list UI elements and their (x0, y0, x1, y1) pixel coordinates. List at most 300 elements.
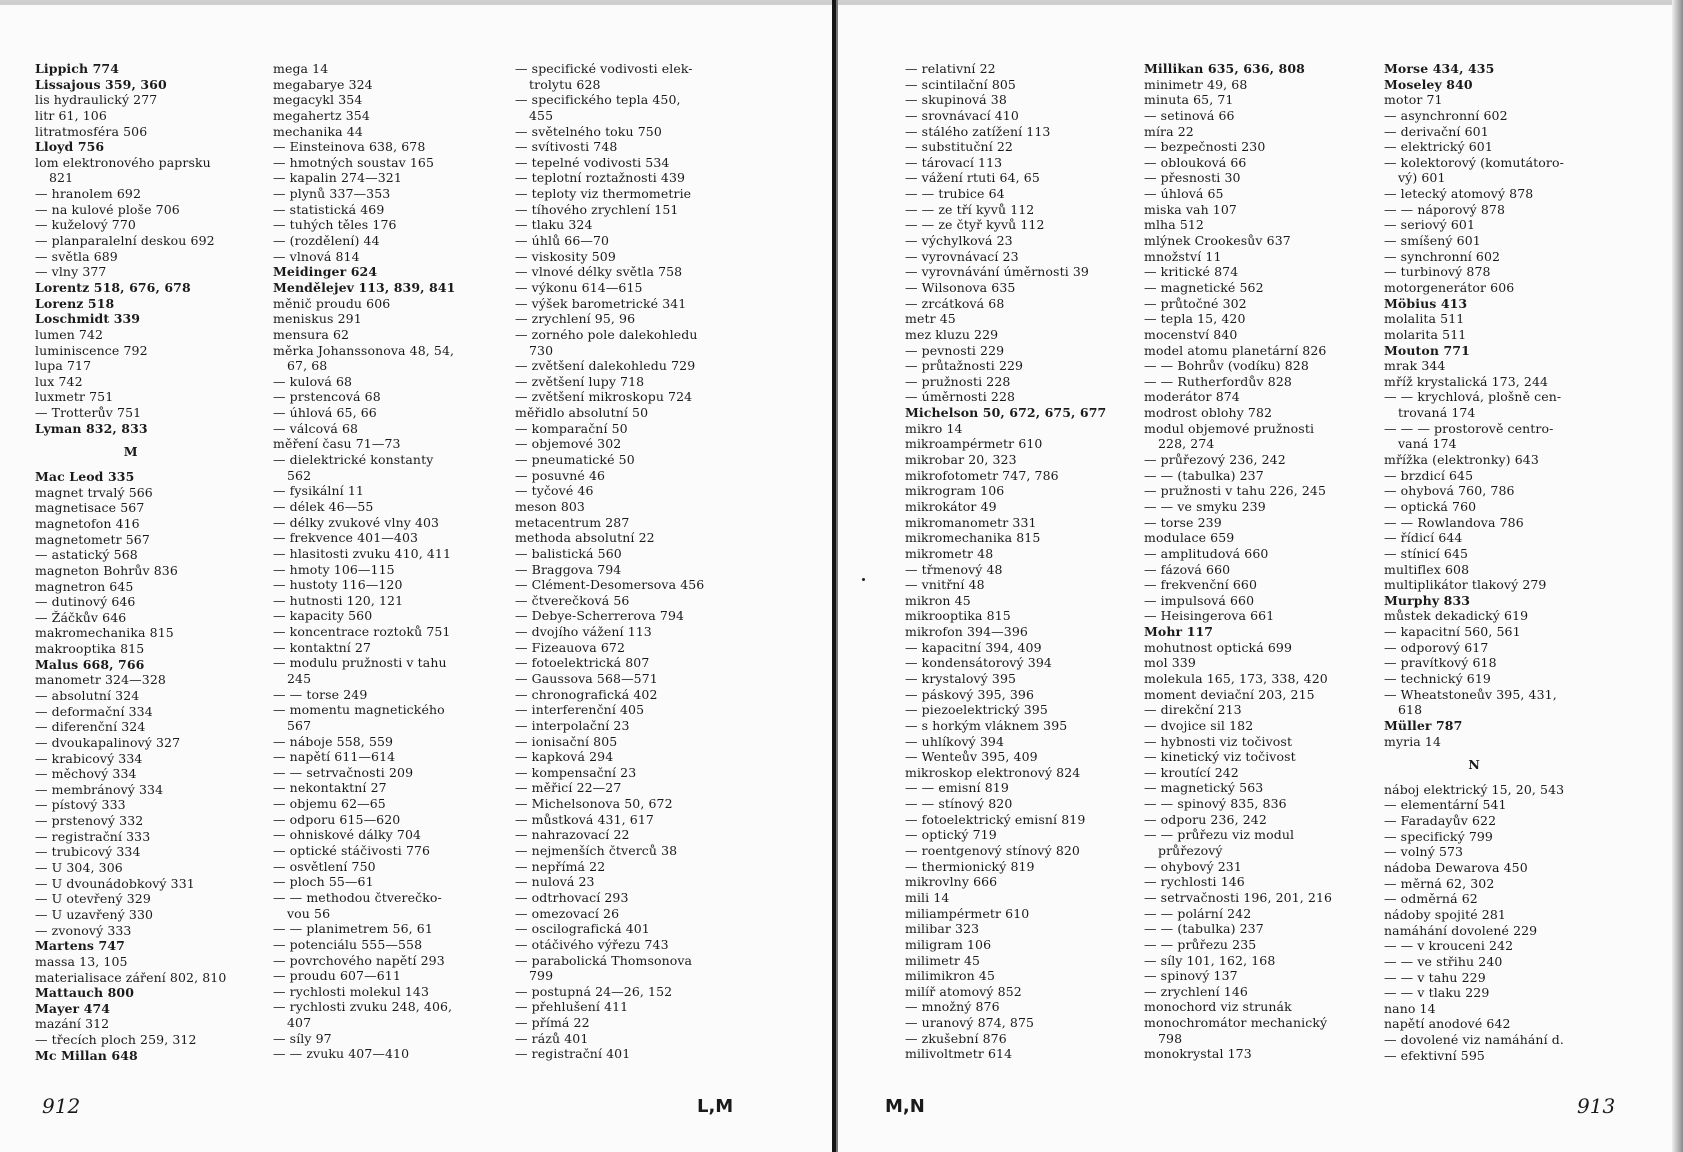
index-entry: — membránový 334 (35, 781, 164, 797)
index-entry: — magnetický 563 (1144, 780, 1264, 796)
index-entry: mikrofon 394—396 (905, 624, 1028, 640)
right-page (840, 0, 1672, 1152)
index-entry: milimetr 45 (905, 952, 981, 968)
index-entry: — hybnosti viz točivost (1144, 733, 1293, 749)
index-entry: — — (tabulka) 237 (1144, 467, 1264, 483)
index-entry: — — průřezu viz modul (1144, 827, 1295, 843)
index-entry: — — ve smyku 239 (1144, 498, 1266, 514)
index-entry: — rychlosti molekul 143 (273, 983, 430, 999)
index-entry: — s horkým vláknem 395 (905, 717, 1068, 733)
index-entry: — povrchového napětí 293 (273, 952, 445, 968)
index-entry: — relativní 22 (905, 61, 996, 76)
index-entry: — technický 619 (1384, 670, 1491, 686)
index-entry: manometr 324—328 (35, 672, 166, 688)
index-entry: — skupinová 38 (905, 92, 1007, 108)
index-entry: — hlasitosti zvuku 410, 411 (273, 545, 452, 561)
index-entry: — — v tahu 229 (1384, 969, 1486, 985)
index-entry: — úměrnosti 228 (905, 389, 1016, 405)
index-entry: magnetisace 567 (35, 500, 145, 516)
index-entry: — postupná 24—26, 152 (515, 983, 673, 999)
index-entry: mikroskop elektronový 824 (905, 764, 1081, 780)
index-entry: moderátor 874 (1144, 389, 1240, 405)
index-entry: — přímá 22 (515, 1015, 590, 1031)
index-column-1 (35, 61, 226, 1063)
index-entry: — vyrovnávací 23 (905, 248, 1019, 264)
index-entry: milimikron 45 (905, 968, 996, 984)
index-entry: mez kluzu 229 (905, 326, 999, 342)
index-entry: — smíšený 601 (1384, 233, 1481, 249)
index-entry: multiflex 608 (1384, 561, 1470, 577)
index-entry: — omezovací 26 (515, 905, 620, 921)
index-entry: — Gaussova 568—571 (515, 670, 658, 686)
index-entry: — úhlová 65, 66 (273, 405, 377, 421)
index-entry: — hutnosti 120, 121 (273, 592, 404, 608)
index-entry: — deformační 334 (35, 703, 153, 719)
index-entry: — setrvačnosti 196, 201, 216 (1144, 889, 1333, 905)
section-tag: L,M (697, 1096, 734, 1117)
index-entry: mohutnost optická 699 (1144, 639, 1292, 655)
index-entry: — na kulové ploše 706 (35, 201, 180, 217)
index-entry: — výkonu 614—615 (515, 279, 643, 295)
index-entry: — pevnosti 229 (905, 342, 1005, 358)
index-entry: náboj elektrický 15, 20, 543 (1384, 781, 1565, 797)
index-entry: modul objemové pružnosti (1144, 420, 1315, 436)
index-entry: — fázová 660 (1144, 561, 1231, 577)
index-entry: — trubicový 334 (35, 844, 141, 860)
index-entry: — torse 239 (1144, 514, 1222, 530)
index-entry: — rychlosti zvuku 248, 406, (273, 999, 453, 1015)
index-entry: — uhlíkový 394 (905, 733, 1005, 749)
index-entry: — teploty viz thermometrie (515, 186, 692, 202)
index-entry: magneton Bohrův 836 (35, 562, 178, 578)
index-entry: — specifického tepla 450, (515, 92, 681, 108)
index-entry: — ohybová 760, 786 (1384, 483, 1515, 499)
index-entry: mikrobar 20, 323 (905, 452, 1017, 468)
index-entry: — — setrvačnosti 209 (273, 764, 414, 780)
index-entry: Millikan 635, 636, 808 (1144, 61, 1305, 76)
index-entry: — výchylková 23 (905, 233, 1013, 249)
index-entry: mlha 512 (1144, 217, 1204, 233)
index-entry: — Braggova 794 (515, 561, 622, 577)
index-entry: — čtverečková 56 (515, 592, 630, 608)
index-entry: — frekvenční 660 (1144, 577, 1258, 593)
index-entry: meson 803 (515, 498, 585, 514)
left-page (0, 0, 830, 1152)
index-entry: — — stínový 820 (905, 796, 1013, 812)
index-entry: 821 (49, 170, 74, 186)
index-entry: mol 339 (1144, 655, 1196, 671)
index-entry: množství 11 (1144, 248, 1222, 264)
index-entry: — asynchronní 602 (1384, 107, 1508, 123)
index-entry: — volný 573 (1384, 844, 1464, 860)
index-entry: — světelného toku 750 (515, 123, 662, 139)
index-entry: megabarye 324 (273, 76, 373, 92)
index-entry: — dvoukapalinový 327 (35, 734, 181, 750)
index-entry: — optické stáčivosti 776 (273, 843, 431, 859)
index-entry: — substituční 22 (905, 139, 1013, 155)
index-column-4 (905, 61, 1106, 1062)
index-entry: — U uzavřený 330 (35, 906, 154, 922)
index-entry: — U 304, 306 (35, 860, 123, 876)
index-entry: Lissajous 359, 360 (35, 76, 167, 92)
index-entry: mikrogram 106 (905, 483, 1005, 499)
index-entry: — zvětšení dalekohledu 729 (515, 358, 696, 374)
index-entry: — scintilační 805 (905, 76, 1016, 92)
index-entry: — krabicový 334 (35, 750, 143, 766)
index-entry: měrka Johanssonova 48, 54, (273, 342, 455, 358)
index-entry: Mac Leod 335 (35, 469, 135, 485)
index-entry: — výšek barometrické 341 (515, 295, 687, 311)
index-column-3 (515, 61, 704, 1062)
index-entry: — U dvounádobkový 331 (35, 875, 195, 891)
index-entry: — ploch 55—61 (273, 874, 374, 890)
index-entry: meniskus 291 (273, 311, 362, 327)
index-entry: — direkční 213 (1144, 702, 1242, 718)
index-entry: 228, 274 (1158, 436, 1215, 452)
index-entry: — plynů 337—353 (273, 186, 391, 202)
index-entry: — nahrazovací 22 (515, 827, 630, 843)
index-entry: — kontaktní 27 (273, 639, 372, 655)
index-entry: litr 61, 106 (35, 107, 107, 123)
index-entry: — odměrná 62 (1384, 891, 1478, 907)
index-entry: — nepřímá 22 (515, 858, 606, 874)
index-entry: — třmenový 48 (905, 561, 1003, 577)
index-entry: — — krychlová, plošně cen- (1384, 389, 1562, 405)
index-entry: — stínicí 645 (1384, 545, 1469, 561)
index-entry: magnetron 645 (35, 578, 134, 594)
page-number: 912 (42, 1094, 81, 1118)
index-entry: — Žáčkův 646 (35, 609, 127, 625)
index-entry: — otáčivého výřezu 743 (515, 936, 669, 952)
index-entry: — tíhového zrychlení 151 (515, 201, 679, 217)
index-entry: průřezový (1158, 843, 1223, 859)
index-entry: — kapalin 274—321 (273, 170, 402, 186)
index-entry: Michelson 50, 672, 675, 677 (905, 405, 1107, 421)
index-entry: — chronografická 402 (515, 686, 658, 702)
index-entry: — — v krouceni 242 (1384, 938, 1514, 954)
index-entry: mikrofotometr 747, 786 (905, 467, 1059, 483)
index-entry: materialisace záření 802, 810 (35, 969, 227, 985)
index-entry: motorgenerátor 606 (1384, 279, 1515, 295)
index-entry: massa 13, 105 (35, 953, 128, 969)
index-entry: Murphy 833 (1384, 592, 1471, 608)
index-entry: megacykl 354 (273, 92, 363, 108)
index-entry: — — Rowlandova 786 (1384, 514, 1524, 530)
index-entry: měřidlo absolutní 50 (515, 405, 649, 421)
index-entry: Moseley 840 (1384, 76, 1473, 92)
index-entry: mikrometr 48 (905, 545, 994, 561)
index-entry: lupa 717 (35, 358, 92, 374)
index-entry: Lorenz 518 (35, 295, 115, 311)
index-entry: — absolutní 324 (35, 687, 140, 703)
index-entry: — zrychlení 146 (1144, 983, 1248, 999)
index-entry: — ionisační 805 (515, 733, 618, 749)
index-entry: — prstencová 68 (273, 389, 381, 405)
index-entry: — frekvence 401—403 (273, 530, 419, 546)
index-entry: — fotoelektrický emisní 819 (905, 811, 1086, 827)
index-entry: — kapacity 560 (273, 608, 373, 624)
index-entry: myria 14 (1384, 733, 1442, 749)
index-entry: — seriový 601 (1384, 217, 1476, 233)
index-entry: — — spinový 835, 836 (1144, 796, 1287, 812)
index-entry: — oscilografická 401 (515, 921, 650, 937)
index-entry: motor 71 (1384, 92, 1443, 108)
index-entry: — vnitřní 48 (905, 577, 985, 593)
index-entry: lom elektronového paprsku (35, 154, 211, 170)
index-entry: Mouton 771 (1384, 342, 1470, 358)
index-entry: — ohniskové dálky 704 (273, 827, 422, 843)
index-entry: — kuželový 770 (35, 217, 136, 233)
index-entry: vaná 174 (1398, 436, 1457, 452)
index-entry: — tepelné vodivosti 534 (515, 154, 670, 170)
index-entry: miligram 106 (905, 936, 992, 952)
index-entry: Mattauch 800 (35, 985, 135, 1001)
index-entry: milivoltmetr 614 (905, 1046, 1013, 1062)
index-entry: makromechanika 815 (35, 625, 174, 641)
index-entry: methoda absolutní 22 (515, 530, 655, 546)
index-entry: — koncentrace roztoků 751 (273, 624, 451, 640)
index-entry: — Wenteův 395, 409 (905, 749, 1038, 765)
index-entry: monochord viz strunák (1144, 999, 1292, 1015)
index-entry: vou 56 (287, 905, 331, 921)
index-entry: — přesnosti 30 (1144, 170, 1241, 186)
index-entry: Morse 434, 435 (1384, 61, 1495, 76)
index-entry: — optická 760 (1384, 498, 1477, 514)
index-entry: — — průřezu 235 (1144, 936, 1257, 952)
index-entry: — planparalelní deskou 692 (35, 233, 215, 249)
index-entry: luminiscence 792 (35, 342, 148, 358)
index-entry: — Wilsonova 635 (905, 279, 1016, 295)
index-entry: — pružnosti 228 (905, 373, 1011, 389)
index-entry: mega 14 (273, 61, 329, 76)
index-entry: — roentgenový stínový 820 (905, 843, 1080, 859)
index-entry: — dvojího vážení 113 (515, 624, 652, 640)
index-column-5 (1144, 61, 1332, 1062)
index-entry: — tlaku 324 (515, 217, 593, 233)
index-entry: — pneumatické 50 (515, 452, 635, 468)
index-entry: — svítivosti 748 (515, 139, 618, 155)
index-entry: — napětí 611—614 (273, 749, 396, 765)
index-entry: — — Bohrův (vodíku) 828 (1144, 358, 1309, 374)
index-entry: Müller 787 (1384, 717, 1463, 733)
index-entry: — náboje 558, 559 (273, 733, 394, 749)
index-entry: — elektrický 601 (1384, 139, 1493, 155)
index-entry: — momentu magnetického (273, 702, 445, 718)
index-entry: luxmetr 751 (35, 389, 114, 405)
index-entry: — páskový 395, 396 (905, 686, 1035, 702)
letter-heading: M (123, 444, 138, 460)
index-entry: — letecký atomový 878 (1384, 186, 1534, 202)
index-entry: multiplikátor tlakový 279 (1384, 577, 1547, 593)
index-entry: — zkušební 876 (905, 1030, 1007, 1046)
index-entry: — Trotterův 751 (35, 405, 142, 421)
index-entry: 799 (529, 968, 554, 984)
index-entry: 245 (287, 670, 312, 686)
index-entry: molekula 165, 173, 338, 420 (1144, 670, 1328, 686)
index-entry: — Fizeauova 672 (515, 639, 626, 655)
index-entry: — — trubice 64 (905, 186, 1005, 202)
index-entry: — posuvné 46 (515, 467, 606, 483)
index-entry: — teplotní roztažnosti 439 (515, 170, 686, 186)
index-entry: — derivační 601 (1384, 123, 1489, 139)
index-entry: — — emisní 819 (905, 780, 1009, 796)
index-entry: — objemové 302 (515, 436, 622, 452)
index-entry: — rázů 401 (515, 1030, 589, 1046)
index-entry: — měrná 62, 302 (1384, 875, 1495, 891)
index-entry: — množný 876 (905, 999, 1000, 1015)
index-entry: — — v tlaku 229 (1384, 985, 1490, 1001)
index-entry: Mohr 117 (1144, 624, 1214, 640)
index-entry: — fotoelektrická 807 (515, 655, 650, 671)
index-entry: — specifický 799 (1384, 828, 1493, 844)
index-entry: — zrcátková 68 (905, 295, 1005, 311)
index-entry: 567 (287, 717, 312, 733)
index-entry: — zrychlení 95, 96 (515, 311, 636, 327)
index-entry: mikromanometr 331 (905, 514, 1037, 530)
index-entry: — — ze čtyř kyvů 112 (905, 217, 1045, 233)
index-entry: mensura 62 (273, 326, 350, 342)
index-entry: — Wheatstoneův 395, 431, (1384, 686, 1557, 702)
index-entry: — dutinový 646 (35, 594, 136, 610)
index-entry: 730 (529, 342, 554, 358)
index-entry: nádoby spojité 281 (1384, 906, 1506, 922)
index-entry: Loschmidt 339 (35, 311, 141, 327)
index-entry: mikrokátor 49 (905, 498, 997, 514)
index-entry: — měřicí 22—27 (515, 780, 622, 796)
print-speck (862, 578, 865, 581)
section-tag: M,N (885, 1096, 925, 1117)
index-entry: megahertz 354 (273, 107, 370, 123)
index-entry: — synchronní 602 (1384, 248, 1501, 264)
index-entry: — (rozdělení) 44 (273, 233, 380, 249)
index-entry: mocenství 840 (1144, 326, 1238, 342)
index-entry: — piezoelektrický 395 (905, 702, 1048, 718)
index-entry: — můstková 431, 617 (515, 811, 654, 827)
index-entry: trolytu 628 (529, 76, 601, 92)
index-entry: — — torse 249 (273, 686, 368, 702)
index-entry: — elementární 541 (1384, 797, 1507, 813)
index-entry: miliampérmetr 610 (905, 905, 1030, 921)
index-entry: molalita 511 (1384, 311, 1465, 327)
index-entry: lumen 742 (35, 326, 104, 342)
index-entry: — odporu 236, 242 (1144, 811, 1267, 827)
index-entry: 798 (1158, 1030, 1183, 1046)
index-entry: — úhlů 66—70 (515, 233, 610, 249)
index-entry: — — planimetrem 56, 61 (273, 921, 433, 937)
index-entry: 407 (287, 1015, 312, 1031)
index-entry: Lorentz 518, 676, 678 (35, 279, 191, 295)
index-entry: — vlny 377 (35, 264, 107, 280)
index-entry: — astatický 568 (35, 547, 138, 563)
index-entry: — magnetické 562 (1144, 279, 1264, 295)
index-entry: Mc Millan 648 (35, 1047, 138, 1063)
index-entry: — uranový 874, 875 (905, 1015, 1035, 1031)
index-entry: — hranolem 692 (35, 186, 142, 202)
index-entry: — kulová 68 (273, 373, 353, 389)
index-entry: — prstenový 332 (35, 813, 144, 829)
index-entry: můstek dekadický 619 (1384, 608, 1529, 624)
index-entry: — spinový 137 (1144, 968, 1238, 984)
index-entry: — hustoty 116—120 (273, 577, 403, 593)
index-entry: mechanika 44 (273, 123, 363, 139)
index-entry: — interferenční 405 (515, 702, 645, 718)
index-entry: — impulsová 660 (1144, 592, 1255, 608)
index-entry: — — methodou čtverečko- (273, 889, 442, 905)
index-entry: minuta 65, 71 (1144, 92, 1234, 108)
index-entry: — vlnové délky světla 758 (515, 264, 683, 280)
index-entry: — pístový 333 (35, 797, 126, 813)
index-entry: namáhání dovolené 229 (1384, 922, 1538, 938)
index-entry: — průřezový 236, 242 (1144, 452, 1286, 468)
index-entry: Mendělejev 113, 839, 841 (273, 279, 456, 295)
index-entry: — průtočné 302 (1144, 295, 1247, 311)
page-number: 913 (1577, 1094, 1616, 1118)
index-entry: — pružnosti v tahu 226, 245 (1144, 483, 1327, 499)
index-entry: — — zvuku 407—410 (273, 1046, 410, 1062)
index-entry: mikroampérmetr 610 (905, 436, 1043, 452)
index-entry: mikromechanika 815 (905, 530, 1041, 546)
index-entry: — kondensátorový 394 (905, 655, 1052, 671)
index-entry: — hmoty 106—115 (273, 561, 395, 577)
index-entry: — kritické 874 (1144, 264, 1239, 280)
index-entry: — komparační 50 (515, 420, 628, 436)
index-entry: — úhlová 65 (1144, 186, 1224, 202)
index-entry: Martens 747 (35, 938, 125, 954)
index-entry: měnič proudu 606 (273, 295, 391, 311)
index-entry: mikrovlny 666 (905, 874, 998, 890)
index-entry: — přehlušení 411 (515, 999, 629, 1015)
index-column-6 (1384, 61, 1564, 1063)
index-entry: nádoba Dewarova 450 (1384, 860, 1528, 876)
index-entry: — — ze tří kyvů 112 (905, 201, 1035, 217)
index-entry: míra 22 (1144, 123, 1194, 139)
index-entry: mikrooptika 815 (905, 608, 1011, 624)
index-entry: — kroutící 242 (1144, 764, 1239, 780)
index-entry: lis hydraulický 277 (35, 92, 158, 108)
index-entry: monokrystal 173 (1144, 1046, 1252, 1062)
index-entry: — zvětšení mikroskopu 724 (515, 389, 693, 405)
index-entry: měření času 71—73 (273, 436, 401, 452)
index-entry: — kapková 294 (515, 749, 614, 765)
index-entry: — registrační 333 (35, 828, 151, 844)
index-entry: — objemu 62—65 (273, 796, 386, 812)
index-entry: — krystalový 395 (905, 670, 1017, 686)
index-entry: — srovnávací 410 (905, 107, 1019, 123)
index-entry: — nulová 23 (515, 874, 595, 890)
index-entry: — kapacitní 560, 561 (1384, 624, 1521, 640)
index-entry: mříž krystalická 173, 244 (1384, 373, 1549, 389)
index-entry: — Heisingerova 661 (1144, 608, 1275, 624)
index-entry: — setinová 66 (1144, 107, 1235, 123)
index-entry: magnetometr 567 (35, 531, 150, 547)
gutter-shadow (836, 0, 838, 1152)
index-entry: mili 14 (905, 889, 950, 905)
index-entry: trovaná 174 (1398, 405, 1476, 421)
index-entry: — tepla 15, 420 (1144, 311, 1246, 327)
index-entry: — Debye-Scherrerova 794 (515, 608, 685, 624)
index-entry: — Einsteinova 638, 678 (273, 139, 426, 155)
index-entry: — délek 46—55 (273, 498, 374, 514)
index-entry: — odporu 615—620 (273, 811, 401, 827)
index-entry: — třecích ploch 259, 312 (35, 1032, 197, 1048)
index-entry: Meidinger 624 (273, 264, 378, 280)
index-entry: — kompensační 23 (515, 764, 637, 780)
index-entry: — odtrhovací 293 (515, 889, 629, 905)
index-entry: — registrační 401 (515, 1046, 631, 1062)
index-entry: — dovolené viz namáhání d. (1384, 1032, 1564, 1048)
index-entry: — dielektrické konstanty (273, 452, 434, 468)
index-entry: — Michelsonova 50, 672 (515, 796, 673, 812)
